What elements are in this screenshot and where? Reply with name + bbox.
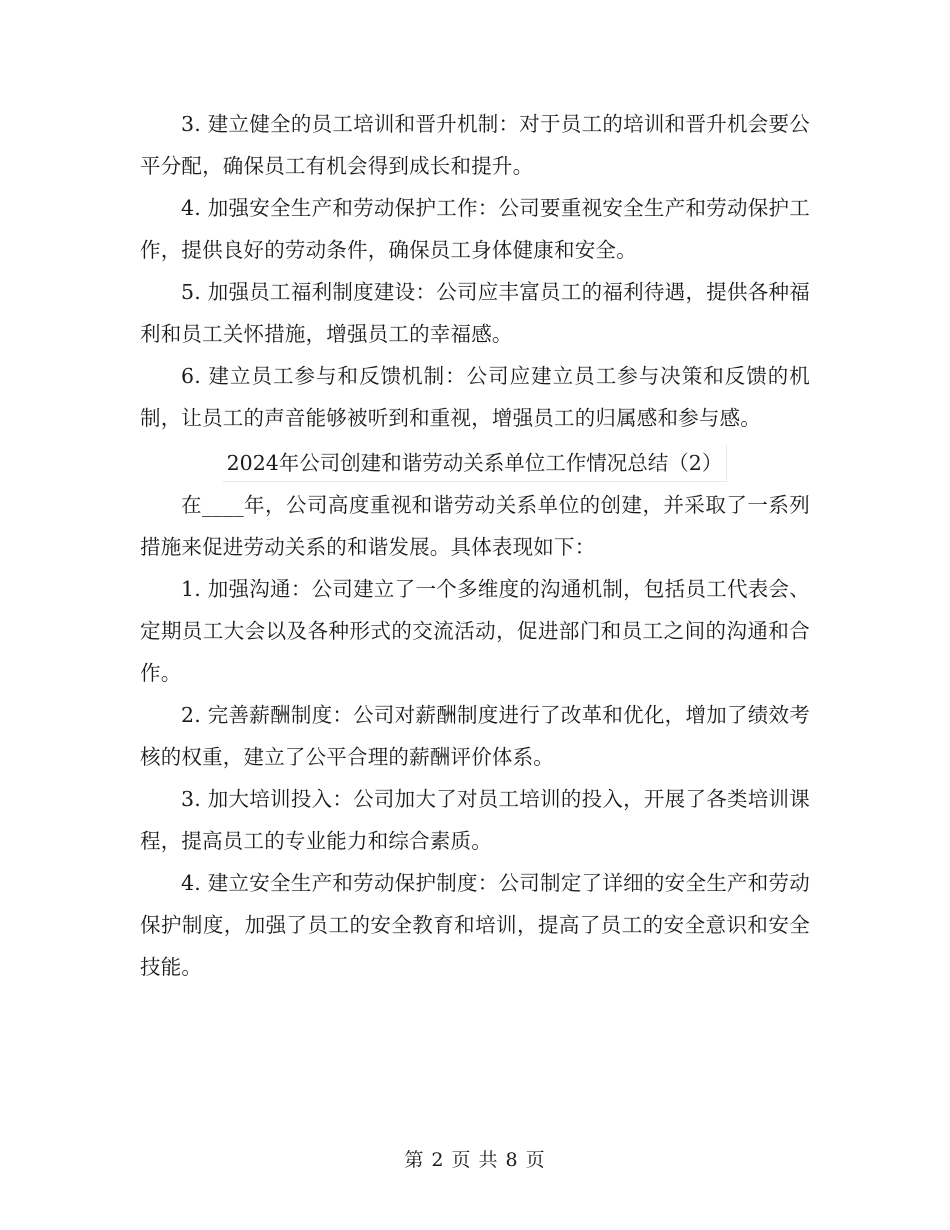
section-title: [140, 445, 810, 482]
paragraph-item-4-safety: 4. 加强安全生产和劳动保护工作：公司要重视安全生产和劳动保护工作，提供良好的劳动条件，确保员工身体健康和安全。: [140, 196, 810, 262]
paragraph-item-6-feedback: 6. 建立员工参与和反馈机制：公司应建立员工参与决策和反馈的机制，让员工的声音能够被听到和重视，增强员工的归属感和参与感。: [140, 364, 810, 430]
paragraph-item-4-safety-system: 4. 建立安全生产和劳动保护制度：公司制定了详细的安全生产和劳动保护制度，加强了员工的安全教育和培训，提高了员工的安全意识和安全技能。: [140, 871, 810, 979]
document-body: [140, 103, 810, 988]
page-number: 第 2 页 共 8 页: [404, 1149, 546, 1171]
paragraph-item-2-salary: 2. 完善薪酬制度：公司对薪酬制度进行了改革和优化，增加了绩效考核的权重，建立了公平合理的薪酬评价体系。: [140, 703, 810, 769]
paragraph-item-3-training-investment: 3. 加大培训投入：公司加大了对员工培训的投入，开展了各类培训课程，提高员工的专业能力和综合素质。: [140, 787, 810, 853]
page-footer: [0, 1146, 950, 1174]
paragraph-item-5-welfare: 5. 加强员工福利制度建设：公司应丰富员工的福利待遇，提供各种福利和员工关怀措施，增强员工的幸福感。: [140, 280, 810, 346]
paragraph-intro: 在____年，公司高度重视和谐劳动关系单位的创建，并采取了一系列措施来促进劳动关系的和谐发展。具体表现如下：: [140, 493, 810, 559]
paragraph-item-3-training: 3. 建立健全的员工培训和晋升机制：对于员工的培训和晋升机会要公平分配，确保员工有机会得到成长和提升。: [140, 112, 810, 178]
paragraph-item-1-communication: 1. 加强沟通：公司建立了一个多维度的沟通机制，包括员工代表会、定期员工大会以及各种形式的交流活动，促进部门和员工之间的沟通和合作。: [140, 577, 810, 685]
section-title-text: 2024年公司创建和谐劳动关系单位工作情况总结（2）: [223, 445, 728, 482]
